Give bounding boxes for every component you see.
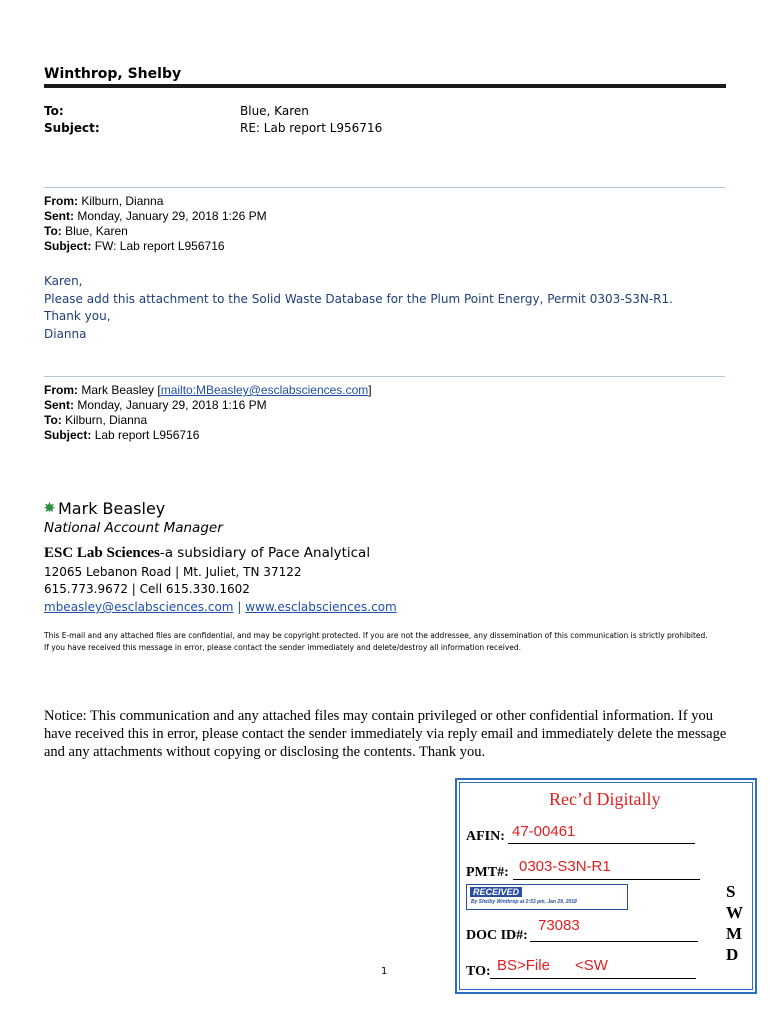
disclaimer (44, 630, 734, 654)
email1-from (44, 194, 163, 210)
page-number: 1 (381, 966, 388, 977)
sent-value: Monday, January 29, 2018 1:26 PM (77, 209, 267, 223)
received-badge (466, 884, 628, 910)
website-link[interactable]: www.esclabsciences.com (245, 600, 397, 614)
stamp-side-letter: S (726, 882, 736, 901)
company-name: ESC Lab Sciences (44, 545, 160, 561)
from-label: From: (44, 383, 78, 397)
to-label: TO: (466, 964, 491, 979)
subject-label: Subject: (44, 428, 92, 442)
notice-paragraph: Notice: This communication and any attached files may contain privileged or other confidential information. If you have received this in error, please contact the sender immediately via reply email and immediately delete the message and any attachments without copying or disclosing the contents. Thank you. (44, 708, 727, 760)
afin-line (508, 843, 695, 844)
email1-to (44, 224, 128, 240)
to-label: To: (44, 104, 64, 118)
stamp-side-letter: W (726, 903, 743, 922)
sent-value: Monday, January 29, 2018 1:16 PM (77, 398, 267, 412)
signature-name: Mark Beasley (58, 499, 166, 518)
to-label: To: (44, 413, 62, 427)
email2-subject (44, 428, 199, 444)
subject-label: Subject: (44, 239, 92, 253)
header-rule (44, 84, 726, 88)
email2-sent (44, 398, 267, 414)
link-separator: | (237, 600, 242, 614)
disclaimer-line: This E-mail and any attached files are confidential, and may be copyright protected. If you are not the addressee, any dissemination of this communication is strictly prohibited. (44, 631, 708, 640)
company-subsidiary: -a subsidiary of Pace Analytical (159, 545, 371, 561)
stamp-side-letter: D (726, 945, 739, 964)
email-link[interactable]: mbeasley@esclabsciences.com (44, 600, 234, 614)
from-close: ] (368, 383, 372, 397)
to-line (490, 978, 696, 979)
to-value: Blue, Karen (240, 104, 309, 118)
disclaimer-line: If you have received this message in error, please contact the sender immediately and delete/destroy all information received. (44, 643, 522, 652)
body-line: Karen, (44, 274, 83, 288)
body-line: Dianna (44, 326, 87, 341)
from-label: From: (44, 194, 78, 208)
sender-name: Winthrop, Shelby (44, 66, 182, 82)
body-line: Please add this attachment to the Solid Waste Database for the Plum Point Energy, Permit 0303-S3N-R1. (44, 291, 673, 306)
doc-id-line (530, 941, 698, 942)
leaf-icon (44, 498, 55, 517)
to-value-file: BS>File (497, 957, 550, 974)
subject-value: RE: Lab report L956716 (240, 121, 383, 135)
subject-value: FW: Lab report L956716 (94, 239, 225, 253)
body-line: Thank you, (44, 309, 111, 323)
stamp-title: Rec’d Digitally (549, 789, 661, 809)
pmt-value: 0303-S3N-R1 (519, 858, 611, 875)
doc-id-label: DOC ID#: (466, 928, 528, 943)
pmt-label: PMT#: (466, 865, 509, 880)
divider (44, 187, 725, 188)
email2-to (44, 413, 147, 429)
to-label: To: (44, 224, 62, 238)
signature-name-row (44, 498, 165, 518)
pmt-line (513, 879, 700, 880)
afin-value: 47-00461 (512, 823, 576, 840)
mailto-link[interactable]: mailto:MBeasley@esclabsciences.com (160, 383, 369, 397)
received-title: RECEIVED (470, 887, 522, 897)
afin-label: AFIN: (466, 829, 505, 844)
email1-sent (44, 209, 267, 225)
signature-links (44, 600, 397, 614)
to-value: Kilburn, Dianna (65, 413, 148, 427)
divider (44, 376, 725, 377)
subject-value: Lab report L956716 (94, 428, 200, 442)
sent-label: Sent: (44, 209, 74, 223)
email1-body (44, 273, 673, 343)
signature-company (44, 545, 370, 562)
signature-title: National Account Manager (44, 520, 223, 536)
subject-label: Subject: (44, 121, 100, 135)
to-value-sw: <SW (575, 957, 608, 974)
received-subtitle: By Shelby Winthrop at 2:53 pm, Jan 29, 2018 (471, 899, 577, 905)
stamp-side-letter: M (726, 924, 743, 943)
from-name: Mark Beasley [ (81, 383, 161, 397)
from-value: Kilburn, Dianna (81, 194, 164, 208)
to-value: Blue, Karen (65, 224, 128, 238)
email2-from (44, 383, 372, 399)
signature-address: 12065 Lebanon Road | Mt. Juliet, TN 37122 (44, 565, 302, 579)
signature-phones: 615.773.9672 | Cell 615.330.1602 (44, 582, 250, 596)
sent-label: Sent: (44, 398, 74, 412)
email1-subject (44, 239, 225, 255)
doc-id-value: 73083 (538, 917, 580, 934)
